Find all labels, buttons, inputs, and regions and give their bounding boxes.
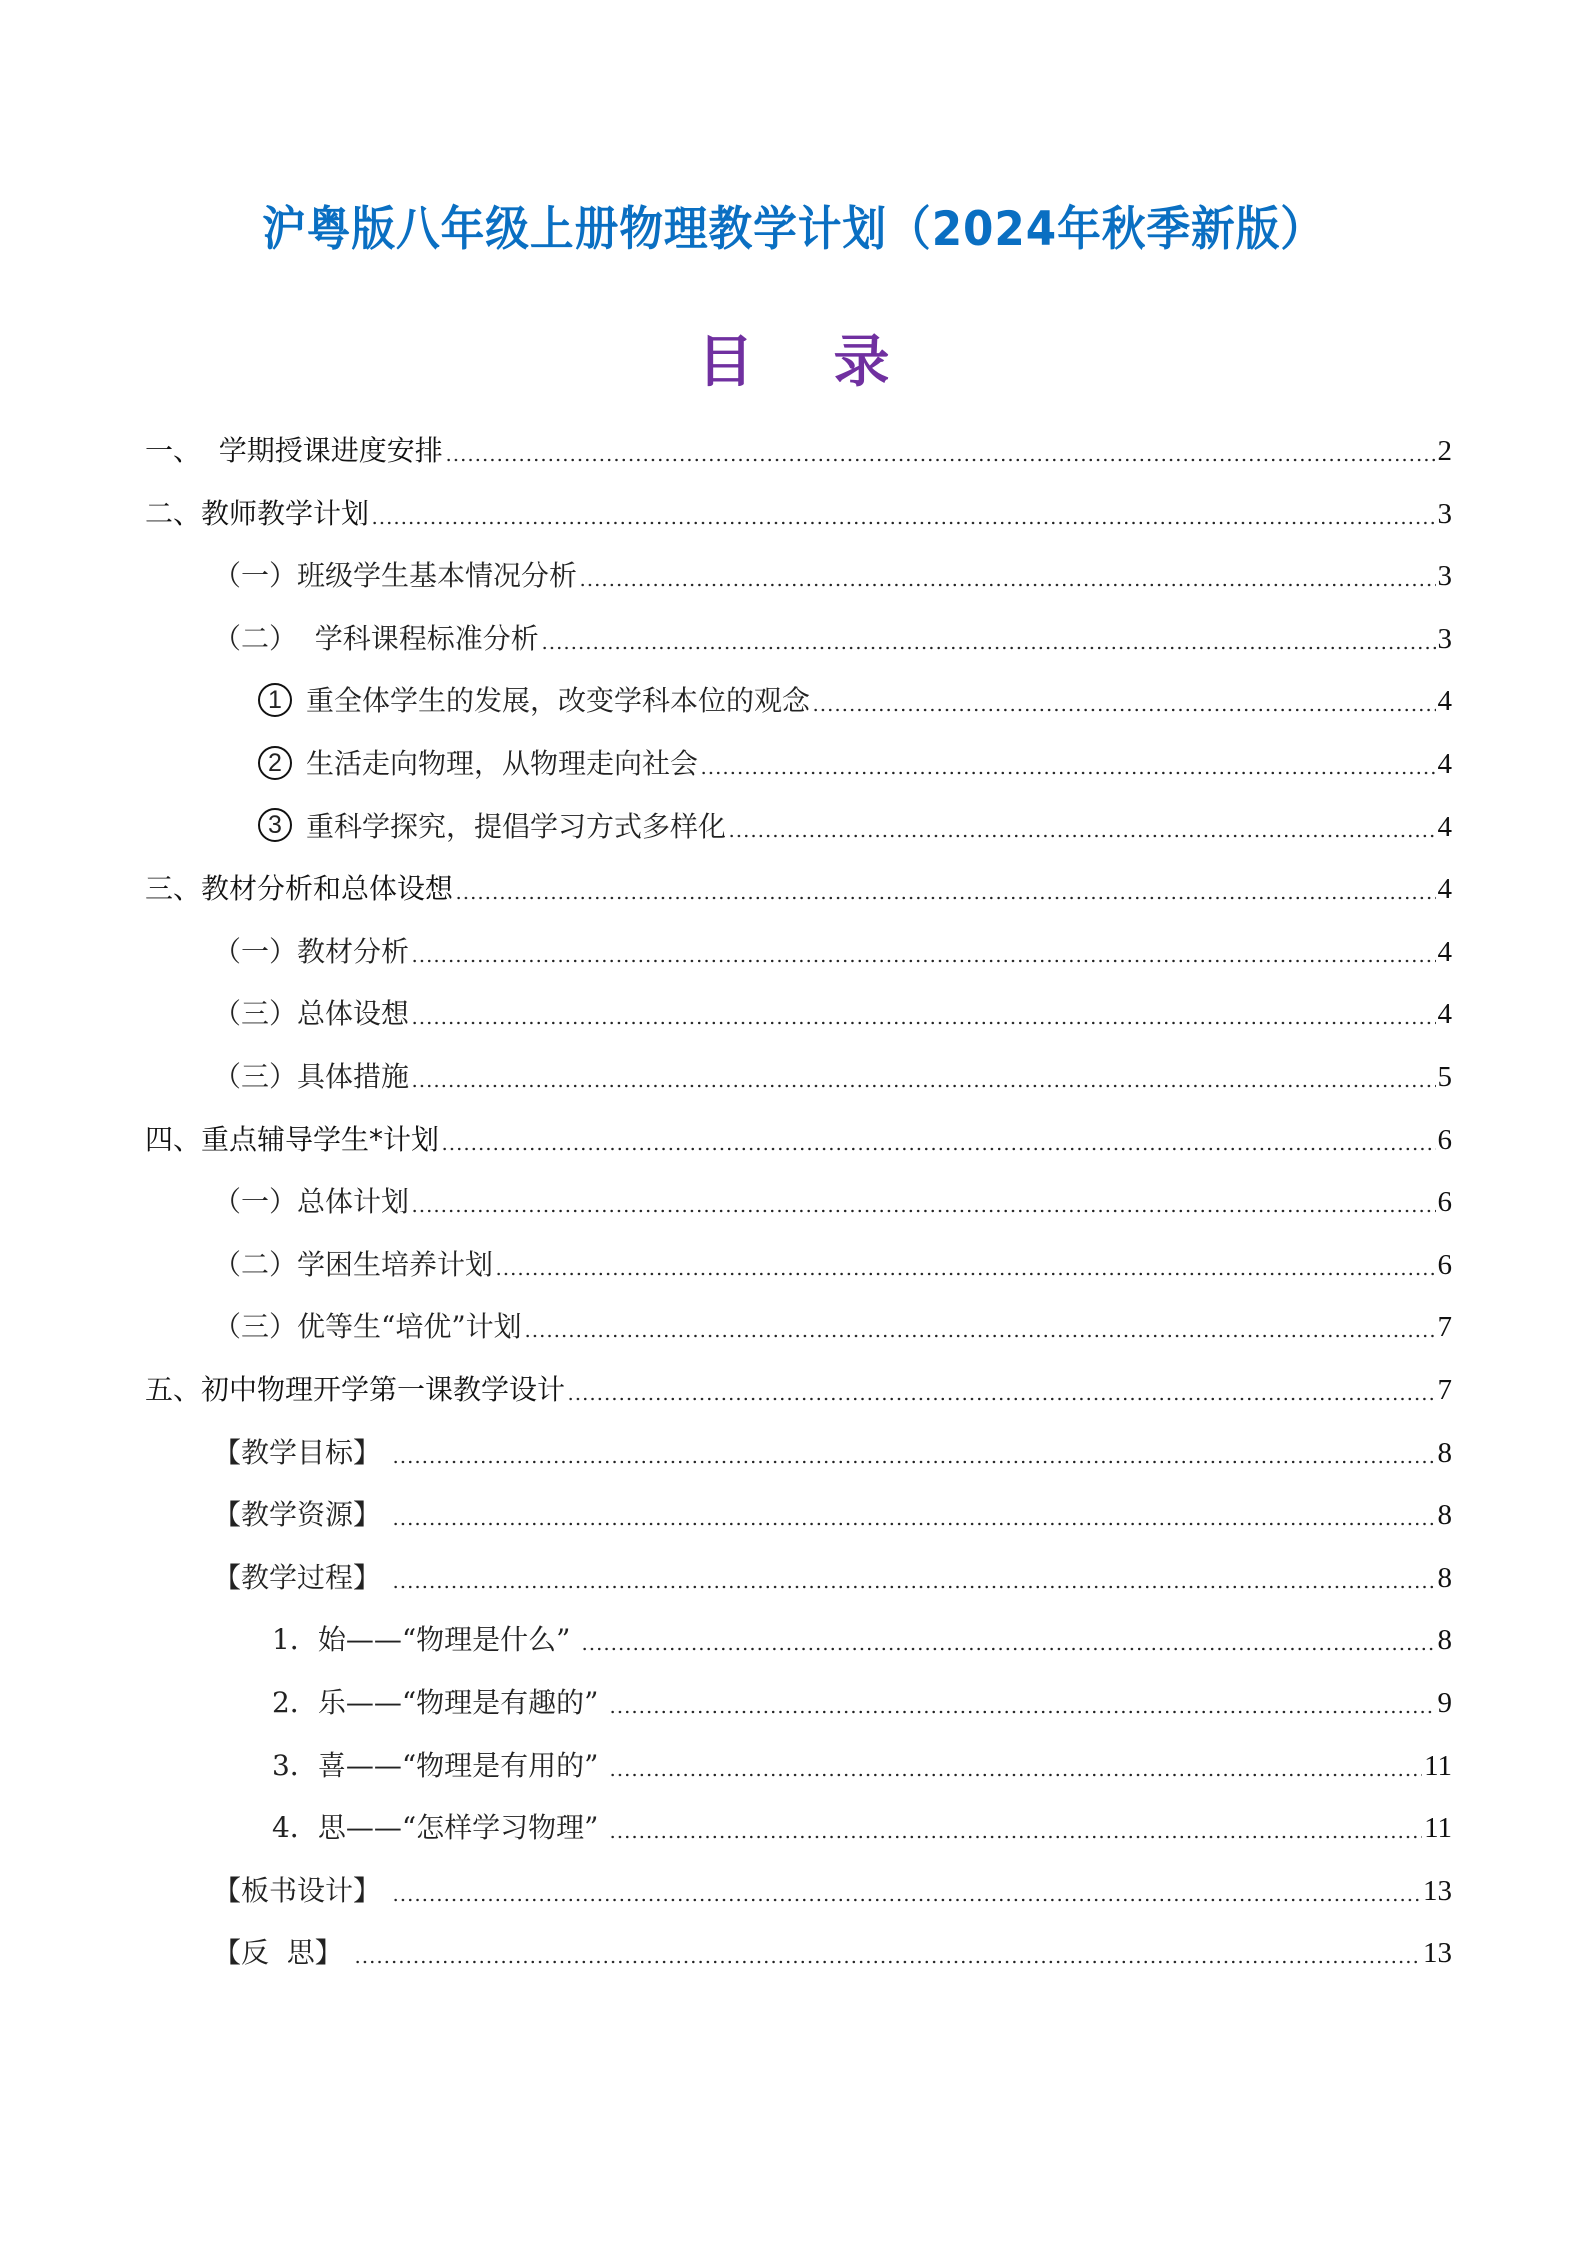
toc-entry[interactable] (145, 869, 1452, 909)
dot-leader (728, 834, 1435, 838)
toc-entry[interactable] (145, 1370, 1452, 1410)
toc-entry[interactable] (213, 556, 1452, 596)
dot-leader (455, 896, 1435, 900)
dot-leader (354, 1960, 1421, 1964)
toc-page-number: 3 (1437, 560, 1452, 593)
toc-entry-label (272, 1620, 579, 1660)
dot-leader (441, 1147, 1435, 1151)
toc-entry-text: （一）班级学生基本情况分析 (213, 559, 578, 593)
toc-entry-text: 五、初中物理开学第一课教学设计 (145, 1373, 566, 1406)
toc-entry-text: 生活走向物理，从物理走向社会 (306, 747, 699, 780)
toc-page-number: 6 (1437, 1248, 1452, 1281)
toc-entry[interactable] (213, 1182, 1452, 1222)
toc-page-number: 4 (1437, 935, 1452, 968)
dot-leader (581, 1647, 1435, 1651)
toc-entry-label (145, 1120, 439, 1160)
dot-leader (392, 1522, 1436, 1526)
circled-number-icon: 3 (258, 808, 292, 842)
dot-leader (411, 1084, 1435, 1088)
dot-leader (392, 1585, 1436, 1589)
toc-page-number: 4 (1437, 873, 1452, 906)
dot-leader (392, 1898, 1421, 1902)
toc-entry-text: （二）学困生培养计划 (213, 1247, 494, 1281)
toc-entry-label (145, 869, 453, 909)
toc-entry-label (258, 681, 810, 721)
toc-entry[interactable] (272, 1746, 1452, 1786)
circled-number-icon: 1 (258, 683, 292, 717)
toc-entry-label (145, 431, 443, 471)
toc-entry-label (213, 1933, 352, 1973)
toc-entry[interactable] (213, 1245, 1452, 1285)
toc-entry-label (213, 1495, 390, 1535)
toc-entry-label (213, 1433, 390, 1473)
toc-entry-label (213, 1057, 409, 1097)
dot-leader (371, 521, 1435, 525)
dot-leader (411, 959, 1435, 963)
toc-entry-text: （一）总体计划 (213, 1185, 410, 1219)
dot-leader (567, 1397, 1435, 1401)
toc-page-number: 11 (1424, 1812, 1452, 1845)
toc-entry-text: 【教学资源】 (213, 1498, 390, 1532)
dot-leader (411, 1209, 1435, 1213)
dot-leader (524, 1334, 1436, 1338)
toc-page-number: 11 (1424, 1749, 1452, 1782)
toc-entry-label (213, 1871, 390, 1911)
toc-entry-label (272, 1683, 607, 1723)
toc-entry-text: （三）具体措施 (213, 1060, 410, 1093)
toc-page-number: 13 (1423, 1937, 1452, 1970)
toc-page-number: 8 (1437, 1499, 1452, 1532)
toc-entry[interactable] (213, 1433, 1452, 1473)
toc-entry-label (145, 494, 369, 534)
toc-entry-label (213, 994, 409, 1034)
dot-leader (609, 1835, 1422, 1839)
toc-page-number: 3 (1437, 622, 1452, 655)
toc-page-number: 8 (1437, 1436, 1452, 1469)
toc-entry-text: 4．思——“怎样学习物理” (272, 1811, 608, 1845)
toc-entry-text: 重全体学生的发展，改变学科本位的观念 (306, 684, 811, 718)
toc-page-number: 5 (1437, 1061, 1452, 1093)
toc-entry-label (272, 1808, 607, 1848)
toc-entry-text: 2．乐——“物理是有趣的” (272, 1686, 608, 1719)
toc-entry-label (213, 619, 539, 659)
toc-entry-label (272, 1746, 607, 1786)
dot-leader (609, 1710, 1435, 1714)
dot-leader (411, 1021, 1435, 1025)
toc-entry-text: 一、 学期授课进度安排 (145, 434, 443, 467)
dot-leader (812, 708, 1435, 712)
toc-entry-label (145, 1370, 565, 1410)
toc-heading-char-1: 目 (697, 329, 754, 395)
toc-entry-label (213, 1182, 409, 1222)
toc-page-number: 6 (1437, 1186, 1452, 1219)
toc-entry-text: 【教学过程】 (213, 1560, 390, 1594)
dot-leader (445, 458, 1436, 462)
toc-page-number: 8 (1437, 1561, 1452, 1594)
toc-entry[interactable] (213, 1871, 1452, 1911)
toc-entry[interactable] (213, 932, 1452, 972)
toc-entry[interactable] (272, 1620, 1452, 1660)
toc-entry-text: 四、重点辅导学生*计划 (145, 1122, 440, 1156)
toc-entry-text: （三）总体设想 (213, 997, 410, 1031)
dot-leader (700, 771, 1435, 775)
toc-entry-text: （三）优等生“培优”计划 (213, 1310, 522, 1344)
toc-entry[interactable] (213, 1558, 1452, 1598)
toc-entry[interactable] (213, 1495, 1452, 1535)
toc-page-number: 13 (1423, 1874, 1452, 1907)
toc-entry[interactable] (213, 1933, 1452, 1973)
toc-entry-text: 【板书设计】 (213, 1873, 390, 1907)
toc-page-number: 6 (1437, 1123, 1452, 1156)
toc-entry[interactable] (145, 431, 1452, 471)
toc-entry-label (213, 1558, 390, 1598)
dot-leader (392, 1460, 1436, 1464)
toc-entry-label (213, 932, 409, 972)
toc-page-number: 7 (1437, 1311, 1452, 1344)
toc-entry-text: 3．喜——“物理是有用的” (272, 1748, 608, 1782)
toc-entry-label (213, 556, 577, 596)
toc-page-number: 7 (1437, 1374, 1452, 1406)
toc-entry-text: 【反 思】 (213, 1936, 352, 1970)
circled-number-icon: 2 (258, 746, 292, 780)
toc-entry[interactable] (145, 494, 1452, 534)
toc-entry-text: （一）教材分析 (213, 934, 410, 968)
toc-page-number: 4 (1437, 810, 1452, 843)
dot-leader (579, 583, 1435, 587)
document-title: 沪粤版八年级上册物理教学计划（2024年秋季新版） (262, 202, 1325, 257)
toc-entry-label (258, 807, 726, 847)
toc-heading (0, 318, 1587, 398)
toc-page-number: 3 (1437, 497, 1452, 530)
toc-entry-label (213, 1245, 493, 1285)
dot-leader (609, 1773, 1422, 1777)
toc-entry-text: 二、教师教学计划 (145, 496, 370, 530)
toc-entry[interactable] (258, 681, 1452, 721)
toc-entry[interactable] (213, 1307, 1452, 1347)
toc-entry-text: 【教学目标】 (213, 1435, 390, 1469)
toc-page-number: 2 (1437, 435, 1452, 467)
toc-page-number: 4 (1437, 748, 1452, 780)
toc-page-number: 4 (1437, 998, 1452, 1031)
toc-page-number: 9 (1437, 1687, 1452, 1719)
toc-entry[interactable] (213, 619, 1452, 659)
toc-entry[interactable] (258, 744, 1452, 784)
toc-entry[interactable] (213, 994, 1452, 1034)
dot-leader (541, 646, 1436, 650)
toc-entry-text: 三、教材分析和总体设想 (145, 872, 454, 906)
toc-page-number: 4 (1437, 685, 1452, 718)
toc-entry[interactable] (145, 1120, 1452, 1160)
toc-heading-char-2: 录 (833, 329, 890, 395)
toc-entry[interactable] (272, 1808, 1452, 1848)
dot-leader (495, 1272, 1435, 1276)
toc-entry[interactable] (258, 807, 1452, 847)
toc-entry-text: （二） 学科课程标准分析 (213, 621, 539, 655)
toc-entry-text: 重科学探究，提倡学习方式多样化 (306, 809, 727, 843)
toc-entry-label (213, 1307, 522, 1347)
toc-entry-label (258, 744, 698, 784)
toc-entry[interactable] (272, 1683, 1452, 1723)
toc-page-number: 8 (1437, 1624, 1452, 1657)
toc-entry[interactable] (213, 1057, 1452, 1097)
toc-entry-text: 1．始——“物理是什么” (272, 1623, 580, 1657)
